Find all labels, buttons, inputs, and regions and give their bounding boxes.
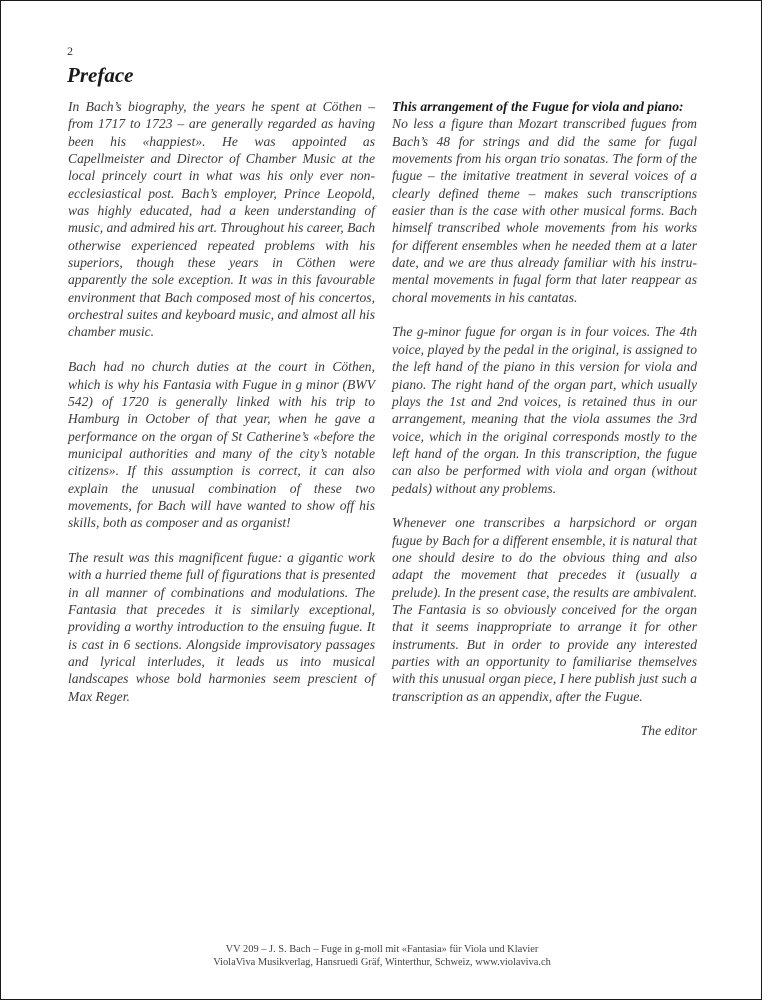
page-number: 2: [67, 44, 73, 58]
arrangement-text: No less a figure than Mozart transcribed fugues from Bach’s 48 for strings and did the same for fugal movements from his organ trio sonatas. The form of the fugue – the imitative treatment in several voices of a clearly defined theme – makes such transcriptions easier than is the case with other musical forms. Bach himself transcribed whole movements from his works for different ensembles when he needed them at a later date, and we are thus already familiar with his instrumental movements in fugal form that later reappear as choral movements in his cantatas.: [392, 116, 697, 305]
page-title: Preface: [67, 63, 134, 87]
footer-title-line: VV 209 – J. S. Bach – Fuge in g-moll mit «Fantasia» für Viola und Klavier: [225, 944, 539, 955]
paragraph-magnificent-fugue: The result was this magnificent fugue: a gigantic work with a hurried theme full of figurations that is presented in all manner of combinations and modulations. The Fantasia that precedes it is similarly exceptional, providing a worthy introduction to the ensuing fugue. It is cast in 6 sections. Alongside improvisatory passages and lyrical interludes, it leads us into musical landscapes whose bold harmonies seem prescient of Max Reger.: [68, 549, 375, 704]
right-column: [392, 98, 697, 740]
arrangement-heading: This arrangement of the Fugue for viola and piano:: [392, 99, 684, 114]
paragraph-fantasia-hamburg: Bach had no church duties at the court in Cöthen, which is why his Fantasia with Fugue in g minor (BWV 542) of 1720 is generally linked with his trip to Hamburg in October of that year, when he gave a performance on the organ of St Catherine’s «before the municipal authorities and many of the city’s notable citizens». If this assumption is correct, it can also explain the unusual combination of these two movements, for Bach will have wanted to show off his skills, both as composer and as organist!: [68, 359, 375, 531]
left-column: [68, 98, 375, 722]
paragraph-cothen-biography: In Bach’s biography, the years he spent at Cöthen – from 1717 to 1723 – are generally regarded as having been his «happiest». He was appointed as Capellmeister and Director of Chamber Music at the local princely court in what was his only ever non-ecclesiastical post. Bach’s employer, Prince Leopold, was highly educated, had a keen understanding of music, and admired his art. Throughout his career, Bach otherwise experienced repeated problems with his superiors, though these years in Cöthen were apparently the sole exception. It was in this favourable environment that Bach composed most of his concertos, orchestral suites and keyboard music, and almost all his chamber music.: [68, 99, 375, 340]
page-footer: [1, 943, 762, 969]
footer-publisher-line: ViolaViva Musikverlag, Hansruedi Gräf, Winterthur, Schweiz, www.violaviva.ch: [213, 957, 551, 968]
editor-signature: The editor: [640, 723, 697, 739]
paragraph-transcription: Whenever one transcribes a harpsichord or organ fugue by Bach for a different ensemble, it is natural that one should desire to do the obvious thing and also adapt the movement that precedes it (usually a prelude). In the present case, the results are ambivalent. The Fantasia is so obviously conceived for the organ that it seems inappropriate to arrange it for other instruments. But in order to provide any interested parties with an opportunity to familiarise themselves with this unusual organ piece, I here publish just such a transcription as an appendix, after the Fugue.: [392, 515, 697, 704]
paragraph-arrangement: [392, 98, 697, 306]
paragraph-four-voices: The g-minor fugue for organ is in four voices. The 4th voice, played by the pedal in the original, is assigned to the left hand of the piano in this version for viola and piano. The right hand of the organ part, which usually plays the 1st and 2nd voices, is retained thus in our arrangement, meaning that the viola assumes the 3rd voice, which in the original corresponds mostly to the left hand of the organ. In this transcription, the fugue can also be performed with viola and organ (without pedals) without any problems.: [392, 324, 697, 496]
